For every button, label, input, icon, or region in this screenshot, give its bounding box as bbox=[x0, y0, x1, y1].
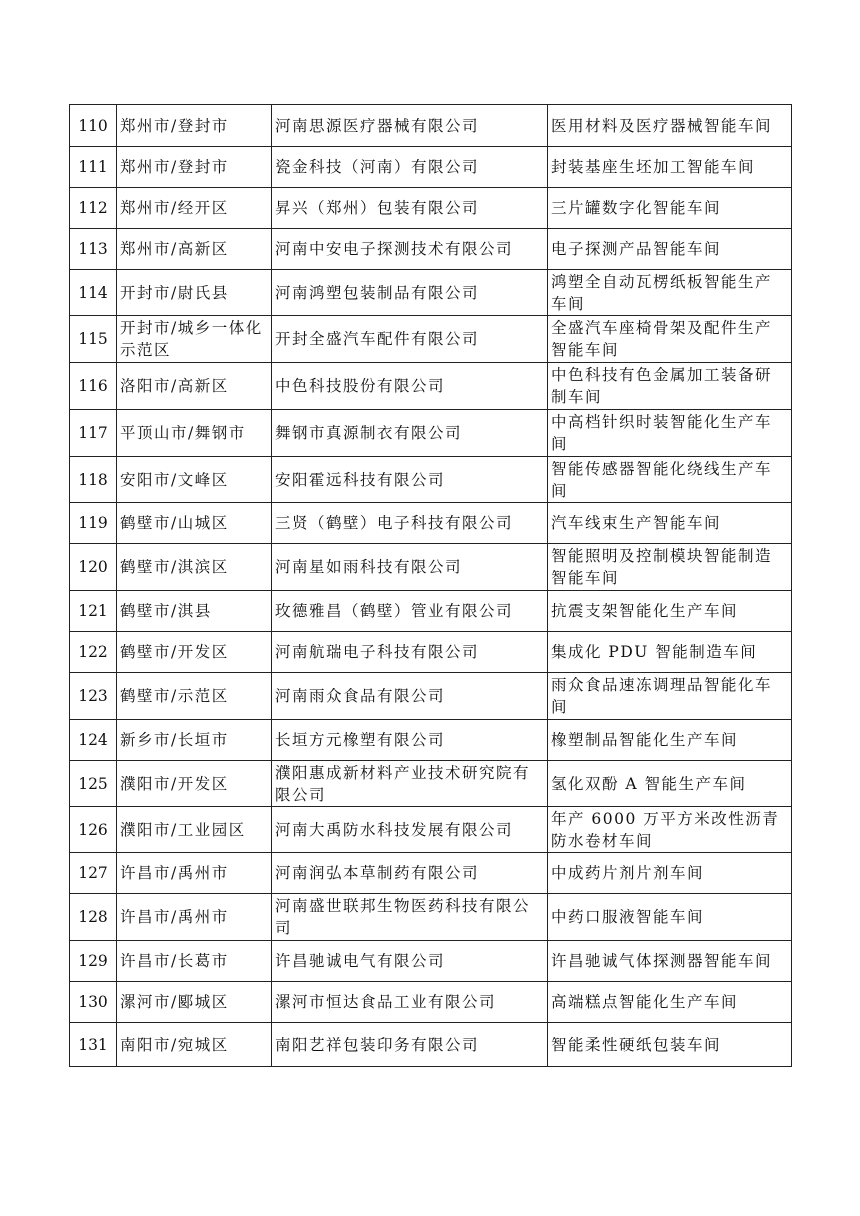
workshop-name-cell: 中药口服液智能车间 bbox=[548, 894, 792, 941]
region-cell: 新乡市/长垣市 bbox=[117, 720, 272, 761]
table-row bbox=[70, 410, 792, 457]
region-cell: 开封市/尉氏县 bbox=[117, 270, 272, 316]
region-cell: 许昌市/禹州市 bbox=[117, 853, 272, 894]
company-name-cell: 开封全盛汽车配件有限公司 bbox=[272, 316, 548, 363]
row-number: 111 bbox=[70, 147, 117, 188]
company-name-cell: 濮阳惠成新材料产业技术研究院有限公司 bbox=[272, 761, 548, 807]
workshop-name-cell: 全盛汽车座椅骨架及配件生产智能车间 bbox=[548, 316, 792, 363]
company-name-cell: 安阳霍远科技有限公司 bbox=[272, 457, 548, 503]
row-number: 116 bbox=[70, 363, 117, 410]
company-name-cell: 河南盛世联邦生物医药科技有限公司 bbox=[272, 894, 548, 941]
company-name-cell: 中色科技股份有限公司 bbox=[272, 363, 548, 410]
workshop-name-cell: 中色科技有色金属加工装备研制车间 bbox=[548, 363, 792, 410]
workshop-name-cell: 医用材料及医疗器械智能车间 bbox=[548, 105, 792, 147]
region-cell: 平顶山市/舞钢市 bbox=[117, 410, 272, 457]
row-number: 127 bbox=[70, 853, 117, 894]
table-row bbox=[70, 457, 792, 503]
region-cell: 郑州市/高新区 bbox=[117, 229, 272, 270]
workshop-name-cell: 汽车线束生产智能车间 bbox=[548, 503, 792, 544]
company-name-cell: 瓷金科技（河南）有限公司 bbox=[272, 147, 548, 188]
table-row bbox=[70, 761, 792, 807]
row-number: 121 bbox=[70, 591, 117, 632]
table-row bbox=[70, 503, 792, 544]
region-cell: 南阳市/宛城区 bbox=[117, 1023, 272, 1067]
workshop-name-cell: 智能传感器智能化绕线生产车间 bbox=[548, 457, 792, 503]
company-name-cell: 河南雨众食品有限公司 bbox=[272, 673, 548, 720]
row-number: 114 bbox=[70, 270, 117, 316]
row-number: 130 bbox=[70, 982, 117, 1023]
table-row bbox=[70, 363, 792, 410]
region-cell: 濮阳市/开发区 bbox=[117, 761, 272, 807]
table-row bbox=[70, 188, 792, 229]
table-row bbox=[70, 591, 792, 632]
enterprise-table bbox=[69, 104, 792, 1067]
workshop-name-cell: 中成药片剂片剂车间 bbox=[548, 853, 792, 894]
company-name-cell: 河南鸿塑包装制品有限公司 bbox=[272, 270, 548, 316]
company-name-cell: 漯河市恒达食品工业有限公司 bbox=[272, 982, 548, 1023]
region-cell: 郑州市/登封市 bbox=[117, 147, 272, 188]
row-number: 122 bbox=[70, 632, 117, 673]
workshop-name-cell: 氢化双酚 A 智能生产车间 bbox=[548, 761, 792, 807]
company-name-cell: 玫德雅昌（鹤壁）管业有限公司 bbox=[272, 591, 548, 632]
table-row bbox=[70, 982, 792, 1023]
workshop-name-cell: 抗震支架智能化生产车间 bbox=[548, 591, 792, 632]
row-number: 124 bbox=[70, 720, 117, 761]
workshop-name-cell: 年产 6000 万平方米改性沥青防水卷材车间 bbox=[548, 807, 792, 853]
row-number: 126 bbox=[70, 807, 117, 853]
row-number: 125 bbox=[70, 761, 117, 807]
table-row bbox=[70, 807, 792, 853]
row-number: 118 bbox=[70, 457, 117, 503]
table-row bbox=[70, 673, 792, 720]
table-row bbox=[70, 894, 792, 941]
region-cell: 鹤壁市/淇县 bbox=[117, 591, 272, 632]
row-number: 131 bbox=[70, 1023, 117, 1067]
company-name-cell: 许昌驰诚电气有限公司 bbox=[272, 941, 548, 982]
table-row bbox=[70, 720, 792, 761]
table-body bbox=[70, 105, 792, 1067]
table-row bbox=[70, 941, 792, 982]
row-number: 117 bbox=[70, 410, 117, 457]
workshop-name-cell: 电子探测产品智能车间 bbox=[548, 229, 792, 270]
company-name-cell: 河南中安电子探测技术有限公司 bbox=[272, 229, 548, 270]
workshop-name-cell: 高端糕点智能化生产车间 bbox=[548, 982, 792, 1023]
row-number: 120 bbox=[70, 544, 117, 591]
row-number: 113 bbox=[70, 229, 117, 270]
workshop-name-cell: 三片罐数字化智能车间 bbox=[548, 188, 792, 229]
workshop-name-cell: 封装基座生坯加工智能车间 bbox=[548, 147, 792, 188]
company-name-cell: 舞钢市真源制衣有限公司 bbox=[272, 410, 548, 457]
region-cell: 开封市/城乡一体化示范区 bbox=[117, 316, 272, 363]
region-cell: 鹤壁市/山城区 bbox=[117, 503, 272, 544]
company-name-cell: 河南思源医疗器械有限公司 bbox=[272, 105, 548, 147]
region-cell: 鹤壁市/开发区 bbox=[117, 632, 272, 673]
company-name-cell: 昇兴（郑州）包装有限公司 bbox=[272, 188, 548, 229]
region-cell: 鹤壁市/示范区 bbox=[117, 673, 272, 720]
workshop-name-cell: 雨众食品速冻调理品智能化车间 bbox=[548, 673, 792, 720]
row-number: 110 bbox=[70, 105, 117, 147]
workshop-name-cell: 许昌驰诚气体探测器智能车间 bbox=[548, 941, 792, 982]
company-name-cell: 河南大禹防水科技发展有限公司 bbox=[272, 807, 548, 853]
company-name-cell: 长垣方元橡塑有限公司 bbox=[272, 720, 548, 761]
workshop-name-cell: 智能照明及控制模块智能制造智能车间 bbox=[548, 544, 792, 591]
row-number: 123 bbox=[70, 673, 117, 720]
workshop-name-cell: 鸿塑全自动瓦楞纸板智能生产车间 bbox=[548, 270, 792, 316]
table-row bbox=[70, 229, 792, 270]
region-cell: 郑州市/经开区 bbox=[117, 188, 272, 229]
company-name-cell: 河南星如雨科技有限公司 bbox=[272, 544, 548, 591]
company-name-cell: 南阳艺祥包装印务有限公司 bbox=[272, 1023, 548, 1067]
workshop-name-cell: 中高档针织时装智能化生产车间 bbox=[548, 410, 792, 457]
row-number: 115 bbox=[70, 316, 117, 363]
region-cell: 漯河市/郾城区 bbox=[117, 982, 272, 1023]
company-name-cell: 三贤（鹤壁）电子科技有限公司 bbox=[272, 503, 548, 544]
region-cell: 许昌市/长葛市 bbox=[117, 941, 272, 982]
row-number: 119 bbox=[70, 503, 117, 544]
region-cell: 许昌市/禹州市 bbox=[117, 894, 272, 941]
region-cell: 安阳市/文峰区 bbox=[117, 457, 272, 503]
row-number: 129 bbox=[70, 941, 117, 982]
region-cell: 洛阳市/高新区 bbox=[117, 363, 272, 410]
table-row bbox=[70, 105, 792, 147]
workshop-name-cell: 集成化 PDU 智能制造车间 bbox=[548, 632, 792, 673]
table-row bbox=[70, 316, 792, 363]
region-cell: 濮阳市/工业园区 bbox=[117, 807, 272, 853]
region-cell: 鹤壁市/淇滨区 bbox=[117, 544, 272, 591]
table-row bbox=[70, 632, 792, 673]
workshop-name-cell: 橡塑制品智能化生产车间 bbox=[548, 720, 792, 761]
workshop-name-cell: 智能柔性硬纸包装车间 bbox=[548, 1023, 792, 1067]
table-row bbox=[70, 147, 792, 188]
table-row bbox=[70, 1023, 792, 1067]
table-row bbox=[70, 270, 792, 316]
region-cell: 郑州市/登封市 bbox=[117, 105, 272, 147]
table-row bbox=[70, 853, 792, 894]
row-number: 128 bbox=[70, 894, 117, 941]
company-name-cell: 河南航瑞电子科技有限公司 bbox=[272, 632, 548, 673]
row-number: 112 bbox=[70, 188, 117, 229]
table-row bbox=[70, 544, 792, 591]
company-name-cell: 河南润弘本草制药有限公司 bbox=[272, 853, 548, 894]
